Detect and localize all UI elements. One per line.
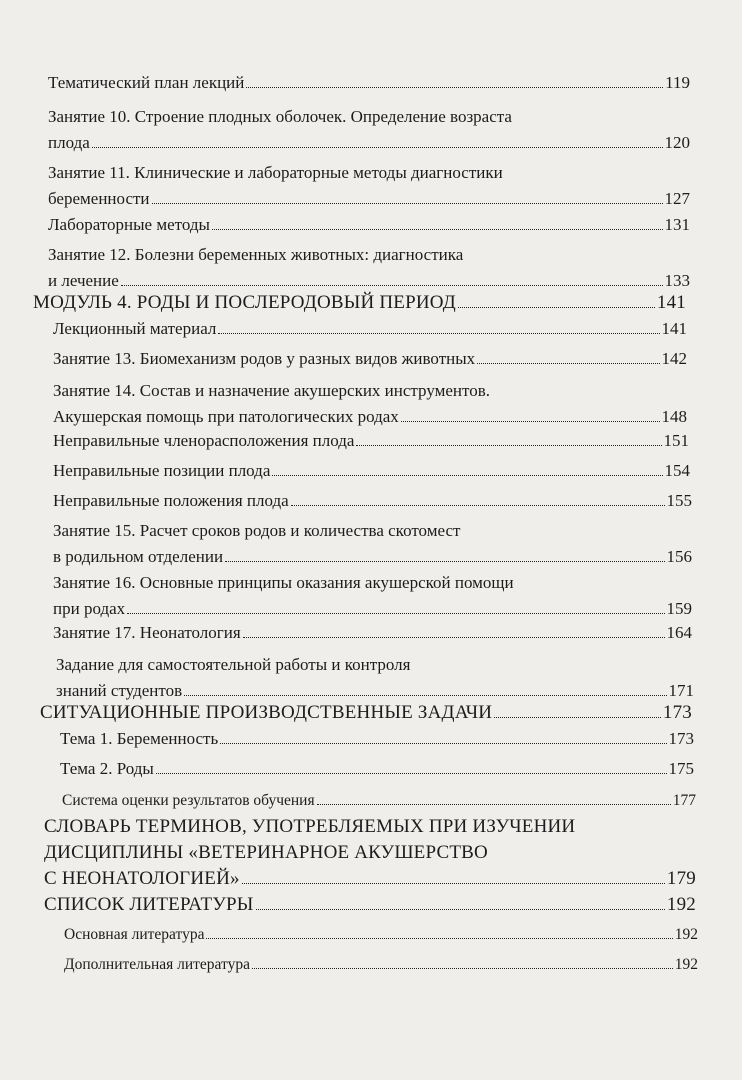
dot-leader [272,475,662,476]
toc-entry-title-line1: Занятие 10. Строение плодных оболочек. Определение возраста [48,107,512,126]
toc-entry-title: Занятие 17. Неонатология [53,623,241,642]
dot-leader [252,968,673,969]
dot-leader [152,203,663,204]
toc-entry [62,788,696,814]
toc-entry-title: Лекционный материал [53,319,217,338]
toc-entry-title: МОДУЛЬ 4. РОДЫ И ПОСЛЕРОДОВЫЙ ПЕРИОД [33,292,456,313]
toc-entry-page: 120 [664,133,690,152]
toc-entry-page: 192 [674,956,698,973]
toc-entry-title: Неправильные положения плода [53,491,289,510]
toc-entry [60,726,694,752]
toc-entry-title: в родильном отделении [53,547,224,566]
dot-leader [458,307,655,308]
toc-entry-title: при родах [53,599,126,618]
toc-entry-title-line1: СЛОВАРЬ ТЕРМИНОВ, УПОТРЕБЛЯЕМЫХ ПРИ ИЗУЧЕНИИ [44,816,576,837]
dot-leader [246,87,663,88]
toc-entry [48,242,690,294]
toc-entry [53,346,687,372]
toc-entry [48,212,690,238]
dot-leader [256,909,665,910]
dot-leader [243,637,665,638]
toc-module-heading [44,892,696,918]
toc-entry-page: 119 [665,73,690,92]
toc-entry-title-line2: ДИСЦИПЛИНЫ «ВЕТЕРИНАРНОЕ АКУШЕРСТВО [44,842,488,863]
toc-entry-title: беременности [48,189,150,208]
toc-entry-title: знаний студентов [56,681,183,700]
toc-entry-title-line1: Задание для самостоятельной работы и контроля [56,655,411,674]
toc-entry-title: плода [48,133,90,152]
dot-leader [242,883,665,884]
dot-leader [184,695,666,696]
toc-entry-title: С НЕОНАТОЛОГИЕЙ» [44,868,240,889]
toc-entry-title: Дополнительная литература [64,956,250,973]
toc-entry-page: 127 [664,189,690,208]
toc-entry [53,378,687,430]
toc-entry-page: 179 [666,868,696,889]
toc-entry [53,316,687,342]
dot-leader [494,717,661,718]
toc-entry-title-line1: Занятие 14. Состав и назначение акушерских инструментов. [53,381,490,400]
dot-leader [220,743,666,744]
toc-entry-title: Лабораторные методы [48,215,210,234]
toc-entry [53,620,692,646]
toc-entry-page: 148 [661,407,687,426]
toc-entry-page: 164 [666,623,692,642]
toc-entry-title: Неправильные членорасположения плода [53,431,355,450]
toc-entry-page: 133 [664,271,690,290]
toc-entry [53,458,690,484]
toc-entry-title: Тема 2. Роды [60,759,154,778]
toc-entry [53,518,692,570]
toc-entry-title-line1: Занятие 11. Клинические и лабораторные методы диагностики [48,163,503,182]
toc-entry-title: Неправильные позиции плода [53,461,271,480]
toc-entry-page: 151 [663,431,689,450]
toc-entry-page: 192 [674,926,698,943]
dot-leader [121,285,663,286]
toc-entry-title: и лечение [48,271,119,290]
toc-entry-title: СИТУАЦИОННЫЕ ПРОИЗВОДСТВЕННЫЕ ЗАДАЧИ [40,702,493,723]
toc-entry-title: Занятие 13. Биомеханизм родов у разных видов животных [53,349,476,368]
toc-entry-page: 177 [672,792,696,809]
toc-entry-title: Основная литература [64,926,205,943]
dot-leader [92,147,663,148]
toc-entry-title: Система оценки результатов обучения [62,792,315,809]
toc-entry-page: 156 [666,547,692,566]
dot-leader [127,613,664,614]
toc-entry-title-line1: Занятие 16. Основные принципы оказания акушерской помощи [53,573,514,592]
toc-entry [64,952,698,978]
dot-leader [291,505,665,506]
toc-entry-title: Тема 1. Беременность [60,729,219,748]
toc-entry [64,922,698,948]
toc-entry [53,570,692,622]
toc-module-heading [40,700,692,726]
toc-entry [48,160,690,212]
toc-module-heading [33,290,686,316]
dot-leader [401,421,660,422]
toc-entry-page: 171 [668,681,694,700]
toc-entry-page: 159 [666,599,692,618]
dot-leader [218,333,659,334]
dot-leader [225,561,664,562]
toc-entry-page: 173 [668,729,694,748]
toc-entry-page: 173 [662,702,692,723]
toc-entry-title: Акушерская помощь при патологических родах [53,407,399,426]
toc-entry-page: 155 [666,491,692,510]
dot-leader [477,363,659,364]
toc-entry-page: 192 [666,894,696,915]
toc-entry [60,756,694,782]
dot-leader [356,445,661,446]
toc-entry-page: 154 [664,461,690,480]
toc-entry-title: СПИСОК ЛИТЕРАТУРЫ [44,894,254,915]
toc-entry [48,70,690,96]
toc-entry [53,488,692,514]
toc-module-heading [44,814,696,892]
toc-entry-title-line1: Занятие 15. Расчет сроков родов и количества скотомест [53,521,461,540]
toc-entry [56,652,694,704]
toc-entry-page: 142 [661,349,687,368]
toc-entry-page: 175 [668,759,694,778]
toc-entry-title-line1: Занятие 12. Болезни беременных животных: диагностика [48,245,464,264]
toc-entry-page: 141 [661,319,687,338]
dot-leader [317,804,671,805]
dot-leader [206,938,672,939]
toc-entry [48,104,690,156]
dot-leader [156,773,667,774]
toc-entry-page: 141 [656,292,686,313]
toc-entry [53,428,689,454]
toc-entry-page: 131 [664,215,690,234]
dot-leader [212,229,663,230]
toc-entry-title: Тематический план лекций [48,73,245,92]
